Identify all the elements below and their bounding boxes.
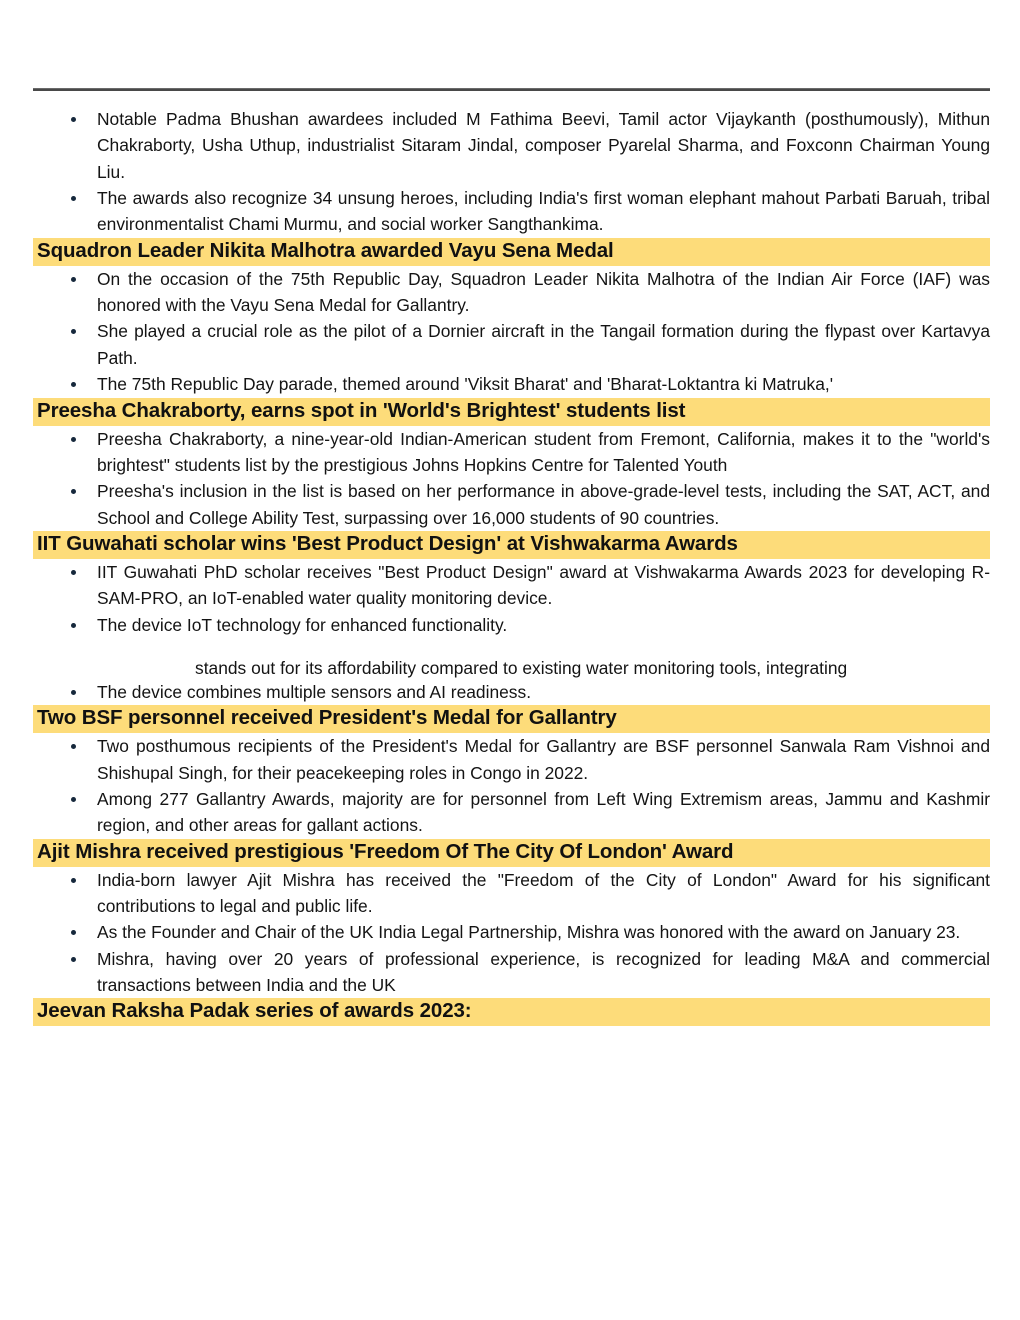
list-item-text: Two posthumous recipients of the President's Medal for Gallantry are BSF personnel Sanwala Ram Vishnoi and Shishupal Singh, for their peacekeeping roles in Congo in 2022. [97, 736, 990, 783]
list-item-text: The 75th Republic Day parade, themed around 'Viksit Bharat' and 'Bharat-Loktantra ki Matruka,' [97, 374, 834, 395]
list-item-text: India-born lawyer Ajit Mishra has received the "Freedom of the City of London" Award for his significant contributions to legal and public life. [97, 869, 990, 916]
list-item [0, 371, 1020, 397]
list-item-text: The device combines multiple sensors and AI readiness. [97, 681, 532, 702]
section-heading-preesha-chakraborty: Preesha Chakraborty, earns spot in 'World's Brightest' students list [33, 398, 990, 426]
section-bullet-list-iit-guwahati [0, 559, 1020, 638]
spacer [0, 638, 1020, 658]
list-item-text: She played a crucial role as the pilot of a Dornier aircraft in the Tangail formation during the flypast over Kartavya Path. [97, 321, 990, 368]
orphan-overflow-line: stands out for its affordability compared to existing water monitoring tools, integrating [195, 657, 848, 678]
section-bullet-list-iit-guwahati-continued [0, 679, 1020, 705]
section-bullet-list-ajit-mishra [0, 867, 1020, 999]
header-divider-rule [33, 88, 990, 91]
list-item [0, 318, 1020, 371]
list-item [0, 733, 1020, 786]
list-item [0, 185, 1020, 238]
section-heading-jeevan-raksha-padak: Jeevan Raksha Padak series of awards 2023: [33, 998, 990, 1026]
list-item [0, 266, 1020, 319]
list-item [0, 867, 1020, 920]
list-item-text: The device IoT technology for enhanced functionality. [97, 614, 508, 635]
intro-bullet-list [0, 106, 1020, 238]
section-heading-iit-guwahati: IIT Guwahati scholar wins 'Best Product Design' at Vishwakarma Awards [33, 531, 990, 559]
section-bullet-list-squadron-leader [0, 266, 1020, 398]
section-heading-squadron-leader-nikita-malhotra: Squadron Leader Nikita Malhotra awarded Vayu Sena Medal [33, 238, 990, 266]
list-item-text: On the occasion of the 75th Republic Day, Squadron Leader Nikita Malhotra of the Indian Air Force (IAF) was honored with the Vayu Sena Medal for Gallantry. [97, 268, 990, 316]
list-item [0, 426, 1020, 479]
section-bullet-list-preesha [0, 426, 1020, 531]
list-item [0, 946, 1020, 999]
list-item-text: Among 277 Gallantry Awards, majority are for personnel from Left Wing Extremism areas, Jammu and Kashmir region, and other areas for gallant actions. [97, 788, 990, 836]
list-item [0, 612, 1020, 638]
document-content [0, 106, 1020, 1026]
list-item [0, 679, 1020, 705]
list-item-text: Notable Padma Bhushan awardees included M Fathima Beevi, Tamil actor Vijaykanth (posthumously), Mithun Chakraborty, Usha Uthup, industrialist Sitaram Jindal, composer Pyarelal Sharma, and Foxconn Chairman Young Liu. [97, 109, 990, 182]
section-bullet-list-two-bsf [0, 733, 1020, 838]
list-item [0, 919, 1020, 945]
section-heading-ajit-mishra: Ajit Mishra received prestigious 'Freedom Of The City Of London' Award [33, 839, 990, 867]
list-item-text: Preesha Chakraborty, a nine-year-old Indian-American student from Fremont, California, makes it to the "world's brightest" students list by the prestigious Johns Hopkins Centre for Talented Youth [97, 428, 990, 475]
list-item-text: Mishra, having over 20 years of professional experience, is recognized for leading M&A and commercial transactions between India and the UK [97, 948, 990, 995]
section-heading-two-bsf-personnel: Two BSF personnel received President's Medal for Gallantry [33, 705, 990, 733]
list-item-text: Preesha's inclusion in the list is based on her performance in above-grade-level tests, including the SAT, ACT, and School and College Ability Test, surpassing over 16,000 students of 90 countries. [97, 481, 990, 528]
list-item [0, 478, 1020, 531]
list-item [0, 559, 1020, 612]
list-item-text: As the Founder and Chair of the UK India Legal Partnership, Mishra was honored with the award on January 23. [97, 922, 961, 943]
list-item [0, 106, 1020, 185]
list-item [0, 786, 1020, 839]
list-item-text: The awards also recognize 34 unsung heroes, including India's first woman elephant mahout Parbati Baruah, tribal environmentalist Chami Murmu, and social worker Sangthankima. [97, 188, 990, 235]
list-item-text: IIT Guwahati PhD scholar receives "Best Product Design" award at Vishwakarma Awards 2023 for developing R-SAM-PRO, an IoT-enabled water quality monitoring device. [97, 561, 990, 609]
